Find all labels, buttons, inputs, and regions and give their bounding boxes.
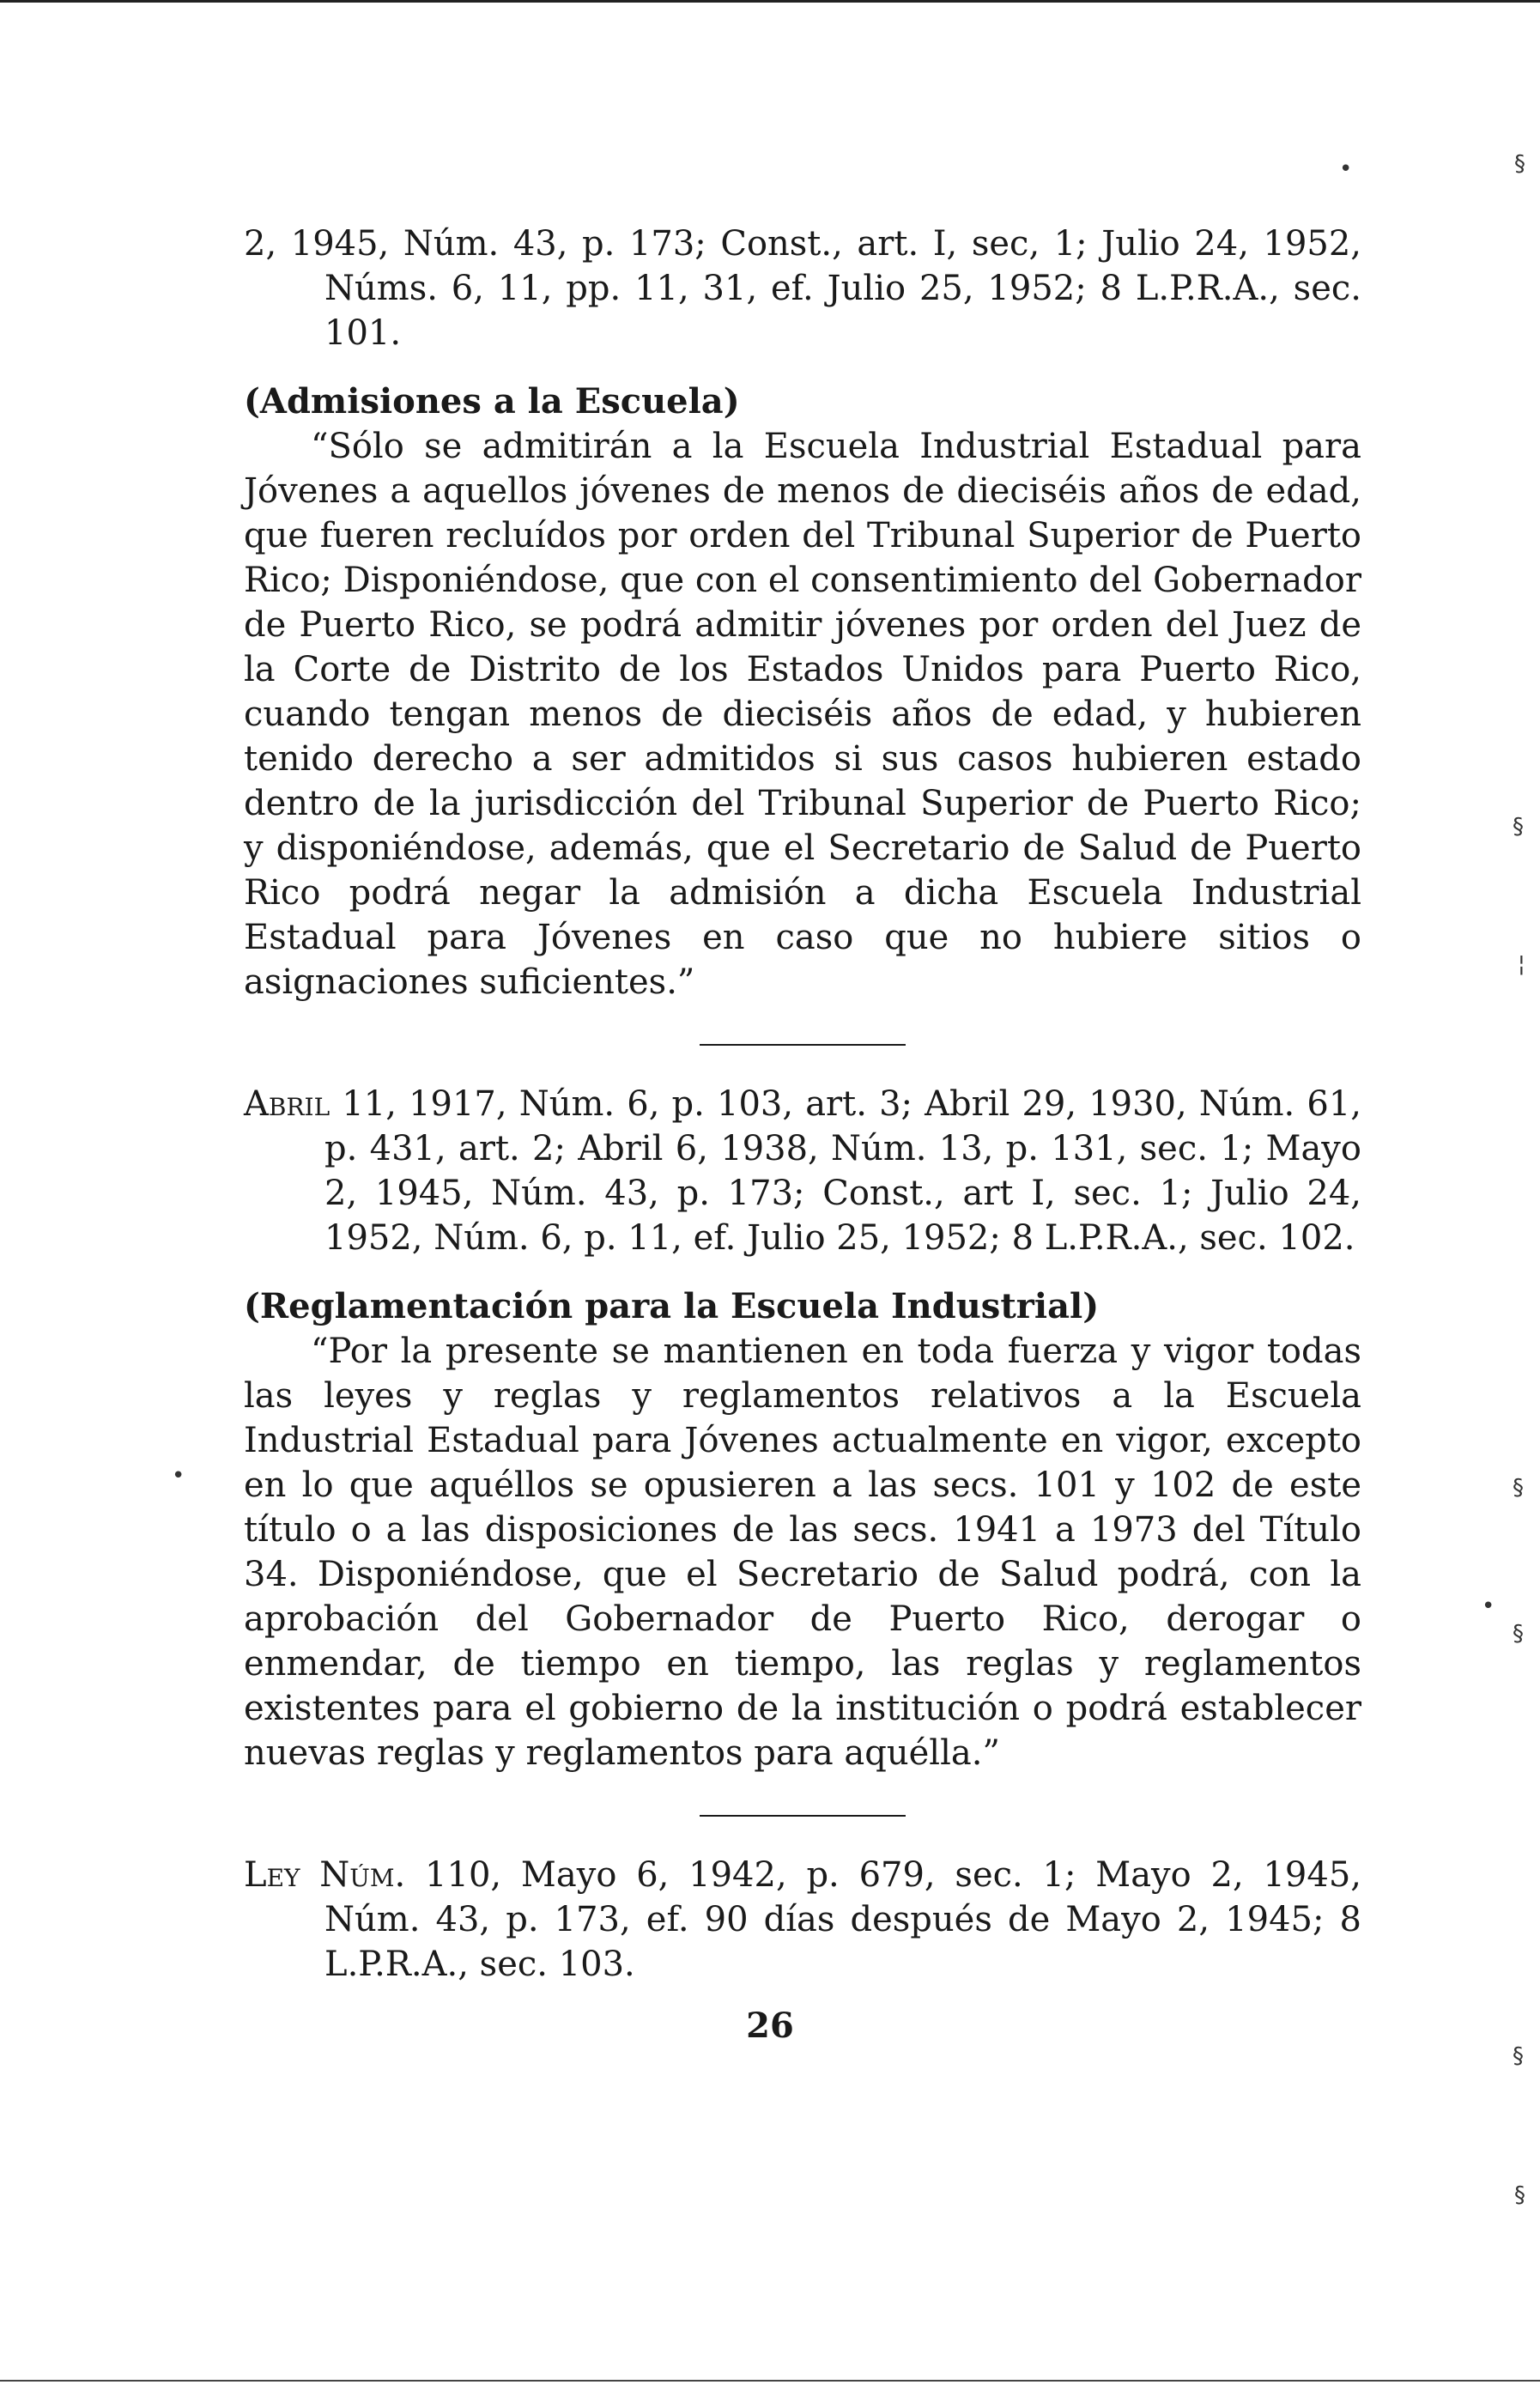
scan-speck: • <box>1339 156 1353 182</box>
section-body-reglamentacion: “Por la presente se mantienen en toda fuerza y vigor todas las leyes y reglas y reglamentos relativos a la Escuela Industrial Estadual para Jóvenes actualmente en vigor, excepto en lo que aquéllos se opusieren a las secs. 101 y 102 de este título o a las disposiciones de las secs. 1941 a 1973 del Título 34. Disponiéndose, que el Secretario de Salud podrá, con la aprobación del Gobernador de Puerto Rico, derogar o enmendar, de tiempo en tiempo, las reglas y reglamentos existentes para el gobierno de la institución o podrá establecer nuevas reglas y reglamentos para aquélla.” <box>244 1332 1361 1773</box>
scan-speck: § <box>1514 151 1525 177</box>
scan-speck: § <box>1513 814 1524 840</box>
section-divider <box>700 1044 906 1046</box>
scan-edge-top <box>0 0 1540 3</box>
section-body-admisiones: “Sólo se admitirán a la Escuela Industrial Estadual para Jóvenes a aquellos jóvenes de menos de dieciséis años de edad, que fueren recluídos por orden del Tribunal Superior de Puerto Rico; Disponiéndose, que con el consentimiento del Gobernador de Puerto Rico, se podrá admitir jóvenes por orden del Juez de la Corte de Distrito de los Estados Unidos para Puerto Rico, cuando tengan menos de dieciséis años de edad, y hubieren tenido derecho a ser admitidos si sus casos hubieren estado dentro de la jurisdicción del Tribunal Superior de Puerto Rico; y disponiéndose, además, que el Secretario de Salud de Puerto Rico podrá negar la admisión a dicha Escuela Industrial Estadual para Jóvenes en caso que no hubiere sitios o asignaciones suficientes.” <box>244 427 1361 1002</box>
page-number: 26 <box>746 2006 794 2046</box>
section-divider <box>700 1815 906 1817</box>
citation-ley <box>244 1853 1361 1987</box>
citation-abril <box>244 1082 1361 1260</box>
section-heading-reglamentacion: (Reglamentación para la Escuela Industrial) <box>244 1286 1100 1326</box>
scan-speck: ¦ <box>1518 951 1525 977</box>
scan-speck: § <box>1513 2043 1524 2069</box>
scan-speck: • <box>172 1463 185 1489</box>
citation-lead: Ley Núm. <box>244 1855 406 1895</box>
scan-speck: § <box>1514 2182 1525 2208</box>
scan-speck: • <box>1482 1593 1495 1619</box>
scan-speck: § <box>1513 1621 1524 1647</box>
citation-text: 110, Mayo 6, 1942, p. 679, sec. 1; Mayo 2, 1945, Núm. 43, p. 173, ef. 90 días después de Mayo 2, 1945; 8 L.P.R.A., sec. 103. <box>324 1855 1361 1984</box>
citation-text: 11, 1917, Núm. 6, p. 103, art. 3; Abril 29, 1930, Núm. 61, p. 431, art. 2; Abril 6, 1938, Núm. 13, p. 131, sec. 1; Mayo 2, 1945, Núm. 43, p. 173; Const., art I, sec. 1; Julio 24, 1952, Núm. 6, p. 11, ef. Julio 25, 1952; 8 L.P.R.A., sec. 102. <box>324 1084 1361 1258</box>
scan-speck: § <box>1513 1475 1524 1501</box>
citation-top: 2, 1945, Núm. 43, p. 173; Const., art. I, sec, 1; Julio 24, 1952, Núms. 6, 11, pp. 11, 31, ef. Julio 25, 1952; 8 L.P.R.A., sec. 101. <box>244 224 1361 353</box>
section-heading-admisiones: (Admisiones a la Escuela) <box>244 381 740 422</box>
citation-lead: Abril <box>244 1084 330 1124</box>
main-text-column <box>244 221 1361 1987</box>
scan-edge-bottom <box>0 2380 1540 2382</box>
